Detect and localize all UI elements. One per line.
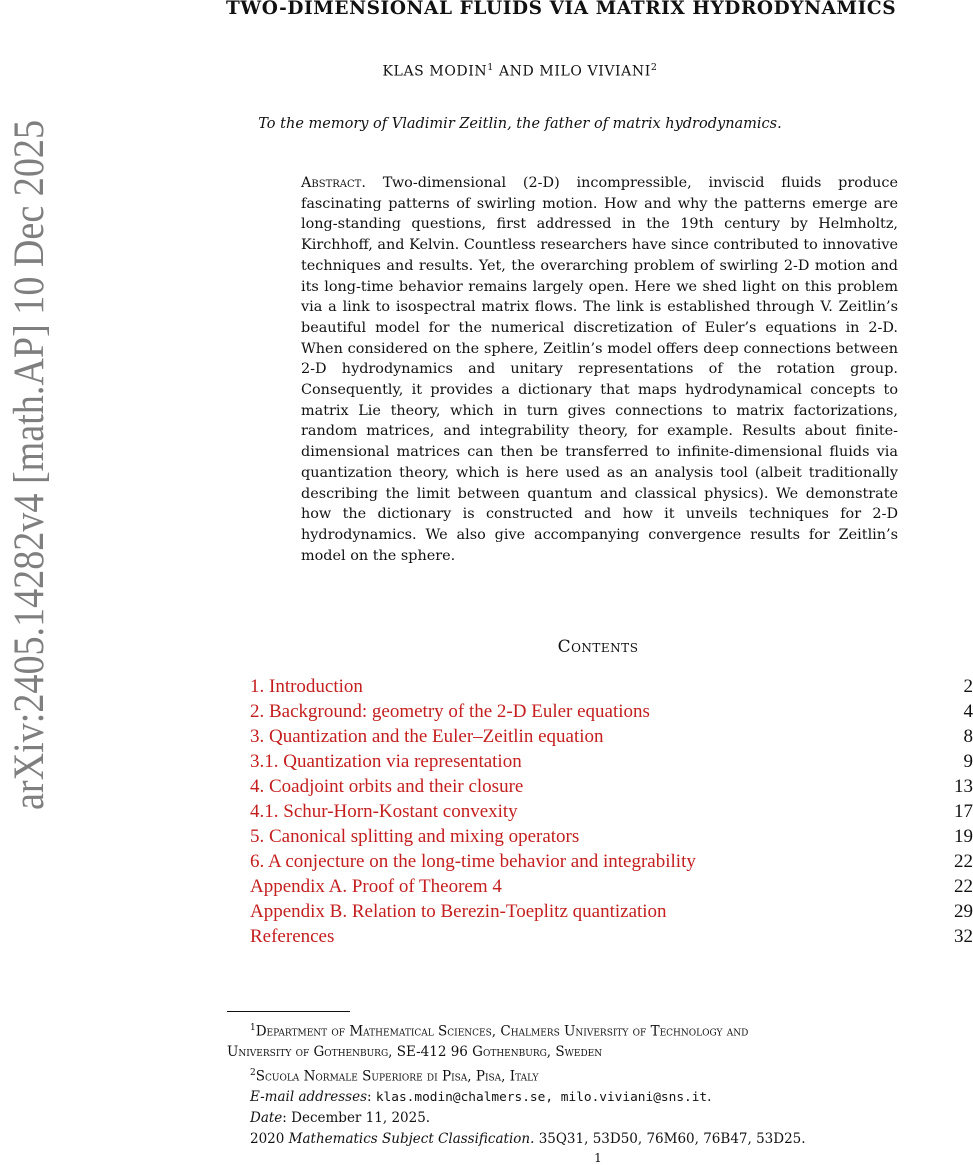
toc-entry-page: 9 [963, 751, 973, 772]
abstract-label: Abstract. [301, 175, 366, 191]
toc-entry[interactable] [250, 924, 973, 949]
page-number: 1 [594, 1151, 602, 1165]
footnote-rule [227, 1011, 350, 1012]
author-1: KLAS MODIN [382, 63, 488, 80]
msc-codes: 35Q31, 53D50, 76M60, 76B47, 53D25. [538, 1130, 806, 1147]
author-conjunction: AND [498, 63, 535, 80]
toc-entry-page: 19 [954, 826, 973, 847]
toc-entry-label[interactable]: 3.1. Quantization via representation [250, 751, 522, 772]
toc-entry-page: 22 [954, 851, 973, 872]
toc-entry-page: 29 [954, 901, 973, 922]
email-line: E-mail addresses: klas.modin@chalmers.se, milo.viviani@sns.it. [250, 1088, 712, 1105]
toc-entry-page: 2 [963, 676, 973, 697]
msc-line [227, 1129, 973, 1150]
author-2-affil-mark: 2 [650, 62, 658, 73]
author-line [0, 62, 973, 80]
affiliation-1-line-1: Department of Mathematical Sciences, Chalmers University of Technology and [255, 1023, 749, 1040]
toc-entry-label[interactable]: 4. Coadjoint orbits and their closure [250, 776, 524, 797]
affiliation-2-mark: 2 [250, 1067, 256, 1078]
toc-entry[interactable] [250, 824, 973, 849]
affiliation-2-text: Scuola Normale Superiore di Pisa, Pisa, Italy [255, 1068, 539, 1085]
date-value: December 11, 2025. [291, 1110, 431, 1127]
table-of-contents [250, 674, 973, 949]
toc-entry-page: 8 [963, 726, 973, 747]
dedication: To the memory of Vladimir Zeitlin, the father of matrix hydrodynamics. [258, 116, 782, 132]
toc-entry[interactable] [250, 674, 973, 699]
toc-entry-label[interactable]: 2. Background: geometry of the 2-D Euler equations [250, 701, 650, 722]
toc-entry-page: 22 [954, 876, 973, 897]
affiliation-1 [227, 1018, 973, 1042]
footnotes [227, 1018, 973, 1150]
toc-entry-label[interactable]: References [250, 926, 335, 947]
toc-entry-label[interactable]: 1. Introduction [250, 676, 363, 697]
toc-entry-label[interactable]: Appendix B. Relation to Berezin-Toeplitz quantization [250, 901, 667, 922]
toc-entry[interactable] [250, 774, 973, 799]
toc-entry[interactable] [250, 749, 973, 774]
msc-prefix: 2020 [250, 1130, 285, 1147]
toc-entry[interactable] [250, 799, 973, 824]
toc-entry-label[interactable]: Appendix A. Proof of Theorem 4 [250, 876, 502, 897]
toc-entry-page: 32 [954, 926, 973, 947]
toc-entry[interactable] [250, 724, 973, 749]
affiliation-1-line-2: University of Gothenburg, SE-412 96 Gothenburg, Sweden [227, 1044, 603, 1061]
toc-entry-label[interactable]: 3. Quantization and the Euler–Zeitlin equation [250, 726, 604, 747]
date-line: Date: December 11, 2025. [250, 1110, 431, 1127]
toc-entry-label[interactable]: 4.1. Schur-Horn-Kostant convexity [250, 801, 518, 822]
msc-label: Mathematics Subject Classification. [288, 1130, 535, 1147]
toc-entry-page: 13 [954, 776, 973, 797]
email-addresses[interactable]: klas.modin@chalmers.se, milo.viviani@sns.it [375, 1089, 708, 1105]
toc-entry[interactable] [250, 699, 973, 724]
toc-entry[interactable] [250, 849, 973, 874]
email-label: E-mail addresses [250, 1088, 367, 1105]
author-1-affil-mark: 1 [487, 62, 494, 73]
contents-heading: Contents [557, 637, 639, 657]
toc-entry[interactable] [250, 874, 973, 899]
toc-entry-label[interactable]: 5. Canonical splitting and mixing operators [250, 826, 580, 847]
abstract-text: Two-dimensional (2-D) incompressible, inviscid fluids produce fascinating patterns of swirling motion. How and why the patterns emerge are long-standing questions, first addressed in the 19th century by Helmholtz, Kirchhoff, and Kelvin. Countless researchers have since contributed to innovative techniques and results. Yet, the overarching problem of swirling 2-D motion and its long-time behavior remains largely open. Here we shed light on this problem via a link to isospectral matrix flows. The link is established through V. Zeitlin’s beautiful model for the numerical discretization of Euler’s equations in 2-D. When considered on the sphere, Zeitlin’s model offers deep connections between 2-D hydrodynamics and unitary representations of the rotation group. Consequently, it provides a dictionary that maps hydrodynamical concepts to matrix Lie theory, which in turn gives connections to matrix factorizations, random matrices, and integrability theory, for example. Results about finite-dimensional matrices can then be transferred to infinite-dimensional fluids via quantization theory, which is here used as an analysis tool (albeit traditionally describing the limit between quantum and classical physics). We demonstrate how the dictionary is constructed and how it unveils techniques for 2-D hydrodynamics. We also give accompanying convergence results for Zeitlin’s model on the sphere. [301, 175, 898, 564]
affiliation-2 [227, 1063, 973, 1087]
paper-title: TWO-DIMENSIONAL FLUIDS VIA MATRIX HYDRODYNAMICS [226, 0, 897, 19]
toc-entry-page: 17 [954, 801, 973, 822]
affiliation-1-continued [227, 1042, 973, 1063]
toc-entry-label[interactable]: 6. A conjecture on the long-time behavior and integrability [250, 851, 696, 872]
date-label: Date [250, 1110, 283, 1127]
toc-entry[interactable] [250, 899, 973, 924]
abstract [301, 173, 898, 566]
arxiv-stamp-text: arXiv:2405.14282v4 [math.AP] 10 Dec 2025 [6, 31, 53, 810]
author-2: MILO VIVIANI [539, 63, 651, 80]
toc-entry-page: 4 [963, 701, 973, 722]
affiliation-1-mark: 1 [250, 1023, 256, 1033]
